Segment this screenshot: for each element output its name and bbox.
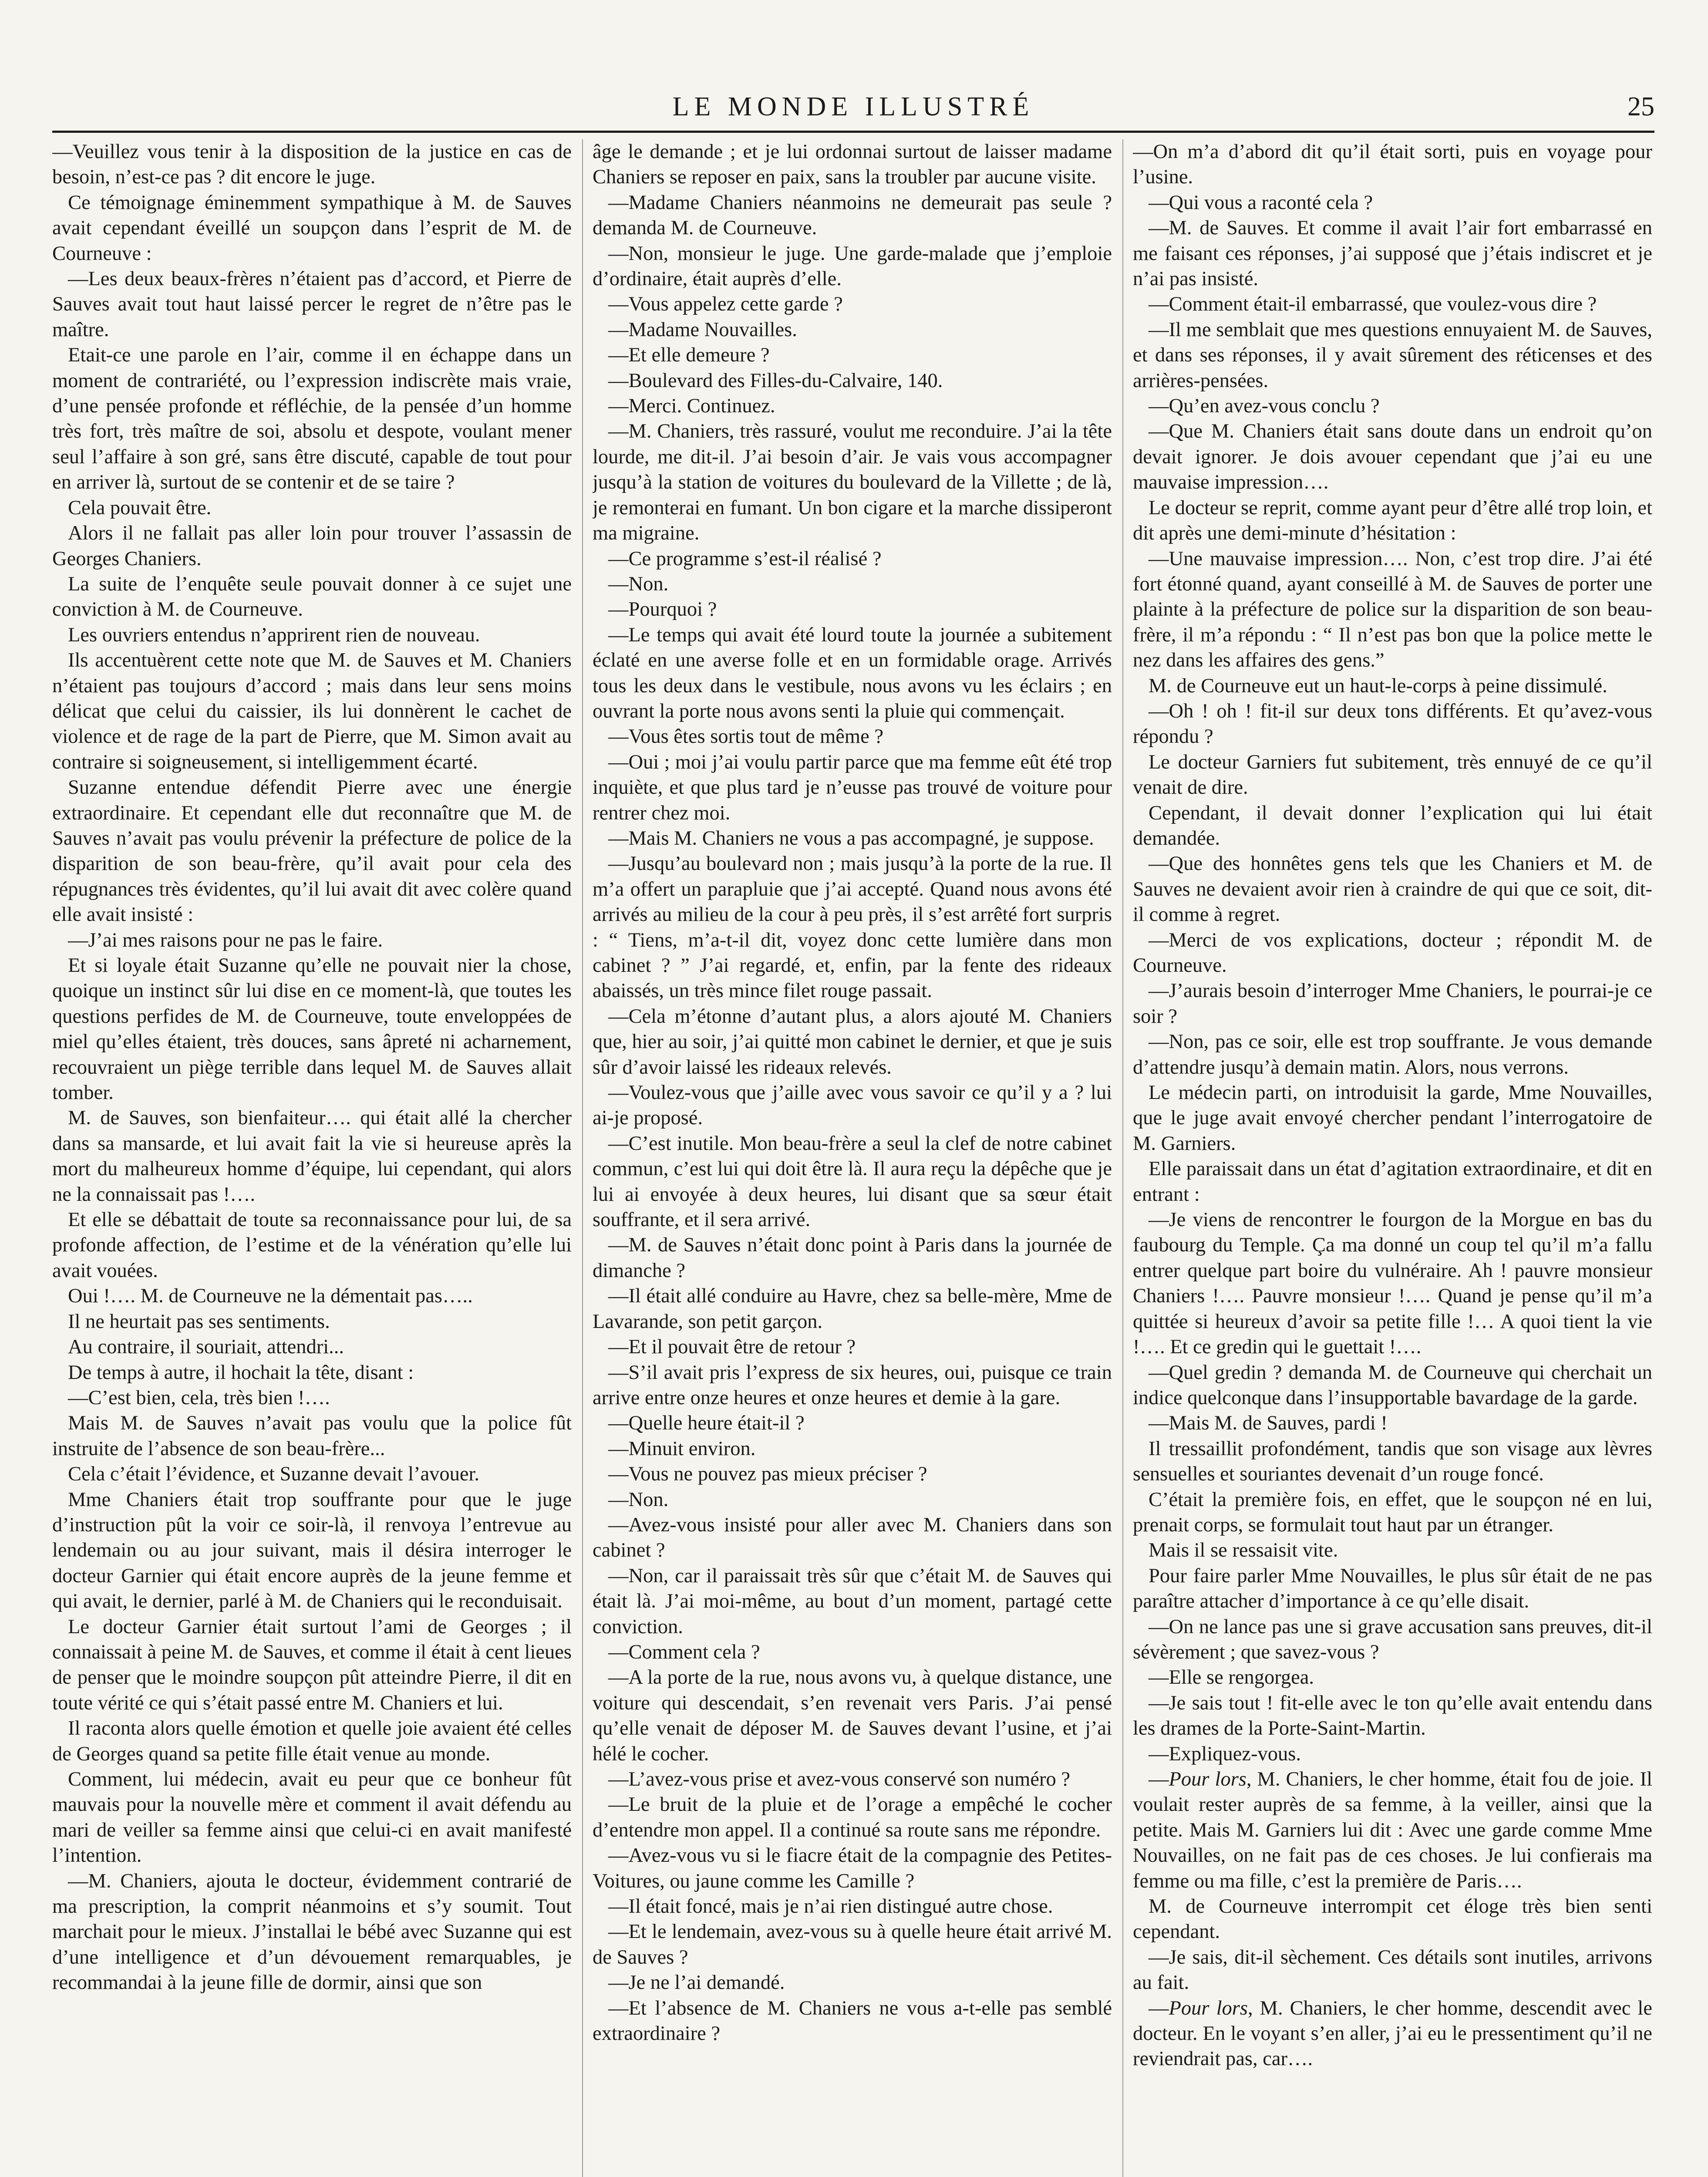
paragraph: —Qu’en avez-vous conclu ? [1149,395,1380,418]
paragraph: —Boulevard des Filles-du-Calvaire, 140. [608,369,943,392]
paragraph: —Non, pas ce soir, elle est trop souffrante. Je vous demande d’attendre jusqu’à demain matin. Alors, nous verrons. [1133,1031,1652,1078]
paragraph: Le médecin parti, on introduisit la garde, Mme Nouvailles, que le juge avait envoyé chercher pendant l’interrogatoire de M. Garniers. [1133,1082,1652,1155]
paragraph: Les ouvriers entendus n’apprirent rien de nouveau. [68,623,480,646]
paragraph: Cela pouvait être. [68,496,212,519]
paragraph: —Vous appelez cette garde ? [608,293,843,316]
paragraph: —Comment était-il embarrassé, que voulez-vous dire ? [1149,293,1597,316]
paragraph: —Une mauvaise impression…. Non, c’est trop dire. J’ai été fort étonné quand, ayant conseillé à M. de Sauves de porter une plainte à la préfecture de police sur la disparition de son beau-frère, il m’a répondu : “ Il n’est pas bon que la police mette le nez dans les affaires des gens.” [1133,547,1652,672]
paragraph: —Vous êtes sortis tout de même ? [608,725,883,748]
paragraph: —Avez-vous vu si le fiacre était de la compagnie des Petites-Voitures, ou jaune comme les Camille ? [593,1844,1112,1892]
paragraph: Elle paraissait dans un état d’agitation extraordinaire, et dit en entrant : [1133,1158,1652,1206]
paragraph: —Cela m’étonne d’autant plus, a alors ajouté M. Chaniers que, hier au soir, j’ai quitté mon cabinet le dernier, et que je suis sûr d’avoir laissé les rideaux relevés. [593,1005,1112,1078]
paragraph: —Non, monsieur le juge. Une garde-malade que j’emploie d’ordinaire, était auprès d’elle. [593,242,1112,290]
paragraph: —On ne lance pas une si grave accusation sans preuves, dit-il sévèrement ; que savez-vous ? [1133,1615,1652,1663]
page-number: 25 [1627,92,1654,121]
paragraph: —Oui ; moi j’ai voulu partir parce que ma femme eût été trop inquiète, et que plus tard je n’eusse pas trouvé de voiture pour rentrer chez moi. [593,751,1112,824]
text-columns [52,139,1654,2177]
paragraph: C’était la première fois, en effet, que le soupçon né en lui, prenait corps, se formulait tout haut par un étranger. [1133,1488,1652,1536]
paragraph: —Non, car il paraissait très sûr que c’était M. de Sauves qui était là. J’ai moi-même, au bout d’un moment, partagé cette conviction. [593,1564,1112,1638]
paragraph: Il tressaillit profondément, tandis que son visage aux lèvres sensuelles et souriantes devenait d’un rouge foncé. [1133,1437,1652,1486]
paragraph: —Non. [608,1488,669,1511]
paragraph: M. de Courneuve interrompit cet éloge très bien senti cependant. [1133,1895,1652,1943]
paragraph: —Quel gredin ? demanda M. de Courneuve qui cherchait un indice quelconque dans l’insupportable bavardage de la garde. [1133,1361,1652,1409]
paragraph: âge le demande ; et je lui ordonnai surtout de laisser madame Chaniers se reposer en paix, sans la troubler par aucune visite. [593,141,1112,189]
paragraph: Ce témoignage éminemment sympathique à M. de Sauves avait cependant éveillé un soupçon dans l’esprit de M. de Courneuve : [52,191,572,265]
paragraph: M. de Sauves, son bienfaiteur…. qui était allé la chercher dans sa mansarde, et lui avait fait la vie si heureuse après la mort du malheureux homme d’équipe, lui cependant, qui alors ne la connaissait pas !…. [52,1107,572,1206]
paragraph: —Que M. Chaniers était sans doute dans un endroit qu’on devait ignorer. Je dois avouer cependant que j’ai eu une mauvaise impression…. [1133,420,1652,494]
paragraph: —Expliquez-vous. [1149,1742,1301,1765]
paragraph: —Minuit environ. [608,1437,756,1460]
paragraph: —Et le lendemain, avez-vous su à quelle heure était arrivé M. de Sauves ? [593,1921,1112,1968]
paragraph: —Veuillez vous tenir à la disposition de la justice en cas de besoin, n’est-ce pas ? dit encore le juge. [52,141,572,189]
paragraph: —C’est bien, cela, très bien !…. [68,1386,330,1409]
paragraph: —M. Chaniers, ajouta le docteur, évidemment contrarié de ma prescription, la comprit néanmoins et s’y soumit. Tout marchait pour le mieux. J’installai le bébé avec Suzanne qui est d’une intelligence et d’un dévouement remarquables, je recommandai à la jeune fille de dormir, ainsi que son [52,1870,572,1994]
paragraph: —Merci. Continuez. [608,395,775,418]
paragraph: Mais il se ressaisit vite. [1149,1539,1338,1562]
paragraph: —Avez-vous insisté pour aller avec M. Chaniers dans son cabinet ? [593,1513,1112,1562]
paragraph: —Jusqu’au boulevard non ; mais jusqu’à la porte de la rue. Il m’a offert un parapluie que j’ai accepté. Quand nous avons été arrivés au milieu de la cour à peu près, il s’est arrêté fort surpris : “ Tiens, m’a-t-il dit, voyez donc cette lumière dans mon cabinet ? ” J’ai regardé, et, enfin, par la fente des rideaux abaissés, un très mince filet rouge passait. [593,853,1112,1002]
paragraph: Le docteur se reprit, comme ayant peur d’être allé trop loin, et dit après une demi-minute d’hésitation : [1133,496,1652,545]
paragraph: —J’aurais besoin d’interroger Mme Chaniers, le pourrai-je ce soir ? [1133,980,1652,1028]
paragraph: —Vous ne pouvez pas mieux préciser ? [608,1463,927,1486]
paragraph: —Il me semblait que mes questions ennuyaient M. de Sauves, et dans ses réponses, il y avait sûrement des réticenses et des arrières-pensées. [1133,318,1652,392]
paragraph: —Pour lors, M. Chaniers, le cher homme, était fou de joie. Il voulait rester auprès de sa femme, à la veiller, ainsi que la petite. Mais M. Garniers lui dit : Avec une garde comme Mme Nouvailles, on ne fait pas de ces choses. Je lui confierais ma femme ou ma fille, c’est la première de Paris…. [1133,1768,1652,1892]
paragraph: —Il était allé conduire au Havre, chez sa belle-mère, Mme de Lavarande, son petit garçon. [593,1285,1112,1333]
paragraph: Ils accentuèrent cette note que M. de Sauves et M. Chaniers n’étaient pas toujours d’accord ; mais dans leur sens moins délicat que celui du caissier, ils lui donnèrent le cachet de violence et de rage de la part de Pierre, que M. Simon avait au contraire si soigneusement, si intelligemment écarté. [52,649,572,773]
paragraph: —M. Chaniers, très rassuré, voulut me reconduire. J’ai la tête lourde, me dit-il. J’ai besoin d’air. Je vais vous accompagner jusqu’à la station de voitures du boulevard de la Villette ; de là, je remonterai en fumant. Un bon cigare et la marche dissiperont ma migraine. [593,420,1112,545]
paragraph: —Le bruit de la pluie et de l’orage a empêché le cocher d’entendre mon appel. Il a continué sa route sans me répondre. [593,1793,1112,1841]
paragraph: Il ne heurtait pas ses sentiments. [68,1310,330,1333]
paragraph: Oui !…. M. de Courneuve ne la démentait pas….. [68,1285,473,1308]
paragraph: —Ce programme s’est-il réalisé ? [608,547,882,570]
paragraph: —Et il pouvait être de retour ? [608,1336,856,1358]
paragraph: —Non. [608,573,669,595]
paragraph: —Je viens de rencontrer le fourgon de la Morgue en bas du faubourg du Temple. Ça ma donné un coup tel qu’il m’a fallu entrer quelque part boire du vulnéraire. Ah ! pauvre monsieur Chaniers !…. Pauvre monsieur !…. Quand je pense qu’il m’a quittée si heureux d’avoir sa petite fille !… A quoi tient la vie !…. Et ce gredin qui le guettait !…. [1133,1209,1652,1358]
paragraph: —Oh ! oh ! fit-il sur deux tons différents. Et qu’avez-vous répondu ? [1133,700,1652,748]
paragraph: Pour faire parler Mme Nouvailles, le plus sûr était de ne pas paraître attacher d’importance à ce qu’elle disait. [1133,1564,1652,1613]
paragraph: La suite de l’enquête seule pouvait donner à ce sujet une conviction à M. de Courneuve. [52,573,572,621]
paragraph: Mme Chaniers était trop souffrante pour que le juge d’instruction pût la voir ce soir-là, il renvoya l’entrevue au lendemain ou au jour suivant, mais il désira interroger le docteur Garnier qui était encore auprès de la jeune femme et qui avait, le dernier, parlé à M. de Chaniers qui le reconduisait. [52,1488,572,1613]
paragraph: Alors il ne fallait pas aller loin pour trouver l’assassin de Georges Chaniers. [52,522,572,570]
paragraph: —Qui vous a raconté cela ? [1149,191,1373,214]
paragraph: —Madame Chaniers néanmoins ne demeurait pas seule ? demanda M. de Courneuve. [593,191,1112,239]
paragraph: —C’est inutile. Mon beau-frère a seul la clef de notre cabinet commun, c’est lui qui doit être là. Il aura reçu la dépêche que je lui ai envoyée à deux heures, lui disant que sa sœur était souffrante, et il sera arrivé. [593,1132,1112,1231]
paragraph: —S’il avait pris l’express de six heures, oui, puisque ce train arrive entre onze heures et onze heures et demie à la gare. [593,1361,1112,1409]
paragraph: Il raconta alors quelle émotion et quelle joie avaient été celles de Georges quand sa petite fille était venue au monde. [52,1717,572,1765]
paragraph: —L’avez-vous prise et avez-vous conservé son numéro ? [608,1768,1070,1790]
paragraph: —Que des honnêtes gens tels que les Chaniers et M. de Sauves ne devaient avoir rien à craindre de qui que ce soit, dit-il comme à regret. [1133,853,1652,926]
paragraph: —Je sais, dit-il sèchement. Ces détails sont inutiles, arrivons au fait. [1133,1946,1652,1994]
paragraph: —Le temps qui avait été lourd toute la journée a subitement éclaté en une averse folle et en un formidable orage. Arrivés tous les deux dans le vestibule, nous avons vu les éclairs ; en ouvrant la porte nous avons senti la pluie qui commençait. [593,623,1112,722]
paragraph: —Je ne l’ai demandé. [608,1971,785,1994]
paragraph: —Elle se rengorgea. [1149,1666,1314,1689]
paragraph: Au contraire, il souriait, attendri... [68,1336,344,1358]
paragraph: Mais M. de Sauves n’avait pas voulu que la police fût instruite de l’absence de son beau-frère... [52,1412,572,1460]
paragraph: —Et l’absence de M. Chaniers ne vous a-t-elle pas semblé extraordinaire ? [593,1997,1112,2045]
paragraph: —On m’a d’abord dit qu’il était sorti, puis en voyage pour l’usine. [1133,141,1652,189]
paragraph: —Je sais tout ! fit-elle avec le ton qu’elle avait entendu dans les drames de la Porte-Saint-Martin. [1133,1692,1652,1740]
paragraph: Et elle se débattait de toute sa reconnaissance pour lui, de sa profonde affection, de l’estime et de la vénération qu’elle lui avait vouées. [52,1209,572,1282]
column-1 [52,139,572,2177]
paragraph: Le docteur Garnier était surtout l’ami de Georges ; il connaissait à peine M. de Sauves, et comme il était à cent lieues de penser que le moindre soupçon pût atteindre Pierre, il dit en toute vérité ce qui s’était passé entre M. Chaniers et lui. [52,1615,572,1714]
paragraph: —M. de Sauves. Et comme il avait l’air fort embarrassé en me faisant ces réponses, j’ai supposé que j’étais indiscret et je n’ai pas insisté. [1133,217,1652,290]
paragraph: Cela c’était l’évidence, et Suzanne devait l’avouer. [68,1463,480,1486]
paragraph: —Mais M. Chaniers ne vous a pas accompagné, je suppose. [608,827,1094,849]
newspaper-title: LE MONDE ILLUSTRÉ [672,92,1034,121]
header-rule [52,131,1654,133]
paragraph: —Il était foncé, mais je n’ai rien distingué autre chose. [608,1895,1053,1918]
paragraph: —Et elle demeure ? [608,344,770,367]
paragraph: —A la porte de la rue, nous avons vu, à quelque distance, une voiture qui descendait, s’en revenait vers Paris. J’ai pensé qu’elle venait de déposer M. de Sauves devant l’usine, et j’ai hélé le cocher. [593,1666,1112,1765]
paragraph: —J’ai mes raisons pour ne pas le faire. [68,929,383,951]
page-header [52,91,1654,131]
paragraph: —Pourquoi ? [608,598,717,621]
paragraph: —Comment cela ? [608,1641,760,1663]
paragraph: Et si loyale était Suzanne qu’elle ne pouvait nier la chose, quoique un instinct sûr lui dise en ce moment-là, que toutes les questions perfides de M. de Courneuve, toute enveloppées de miel qu’elles étaient, très douces, sans âpreté ni acharnement, recouvraient un piège terrible dans lequel M. de Sauves allait tomber. [52,954,572,1104]
paragraph: —Merci de vos explications, docteur ; répondit M. de Courneuve. [1133,929,1652,977]
paragraph: M. de Courneuve eut un haut-le-corps à peine dissimulé. [1149,674,1607,697]
paragraph: Etait-ce une parole en l’air, comme il en échappe dans un moment de contrariété, ou l’expression indiscrète mais vraie, d’une pensée profonde et réfléchie, de la pensée d’un homme très fort, très maître de soi, absolu et despote, voulant mener seul l’affaire à son gré, sans être discuté, capable de tout pour en arriver là, surtout de se contenir et de se taire ? [52,344,572,494]
paragraph: —Mais M. de Sauves, pardi ! [1149,1412,1388,1435]
paragraph: —M. de Sauves n’était donc point à Paris dans la journée de dimanche ? [593,1234,1112,1282]
paragraph: Le docteur Garniers fut subitement, très ennuyé de ce qu’il venait de dire. [1133,751,1652,799]
paragraph: —Pour lors, M. Chaniers, le cher homme, descendit avec le docteur. En le voyant s’en aller, j’ai eu le pressentiment qu’il ne reviendrait pas, car…. [1133,1997,1652,2070]
paragraph: —Quelle heure était-il ? [608,1412,805,1435]
paragraph: De temps à autre, il hochait la tête, disant : [68,1361,414,1384]
paragraph: —Voulez-vous que j’aille avec vous savoir ce qu’il y a ? lui ai-je proposé. [593,1082,1112,1129]
paragraph: Cependant, il devait donner l’explication qui lui était demandée. [1133,802,1652,849]
column-3 [1133,139,1652,2177]
column-divider-2 [1122,139,1123,2177]
column-divider-1 [582,139,583,2177]
paragraph: —Les deux beaux-frères n’étaient pas d’accord, et Pierre de Sauves avait tout haut laissé percer le regret de n’être pas le maître. [52,268,572,341]
column-2 [593,139,1112,2177]
paragraph: Comment, lui médecin, avait eu peur que ce bonheur fût mauvais pour la nouvelle mère et comment il avait défendu au mari de veiller sa femme ainsi que celui-ci en avait manifesté l’intention. [52,1768,572,1867]
paragraph: Suzanne entendue défendit Pierre avec une énergie extraordinaire. Et cependant elle dut reconnaître que M. de Sauves n’avait pas voulu prévenir la préfecture de police de la disparition de son beau-frère, qu’il avait pour cela des répugnances très évidentes, qu’il lui avait dit avec colère quand elle avait insisté : [52,776,572,926]
paragraph: —Madame Nouvailles. [608,318,797,341]
